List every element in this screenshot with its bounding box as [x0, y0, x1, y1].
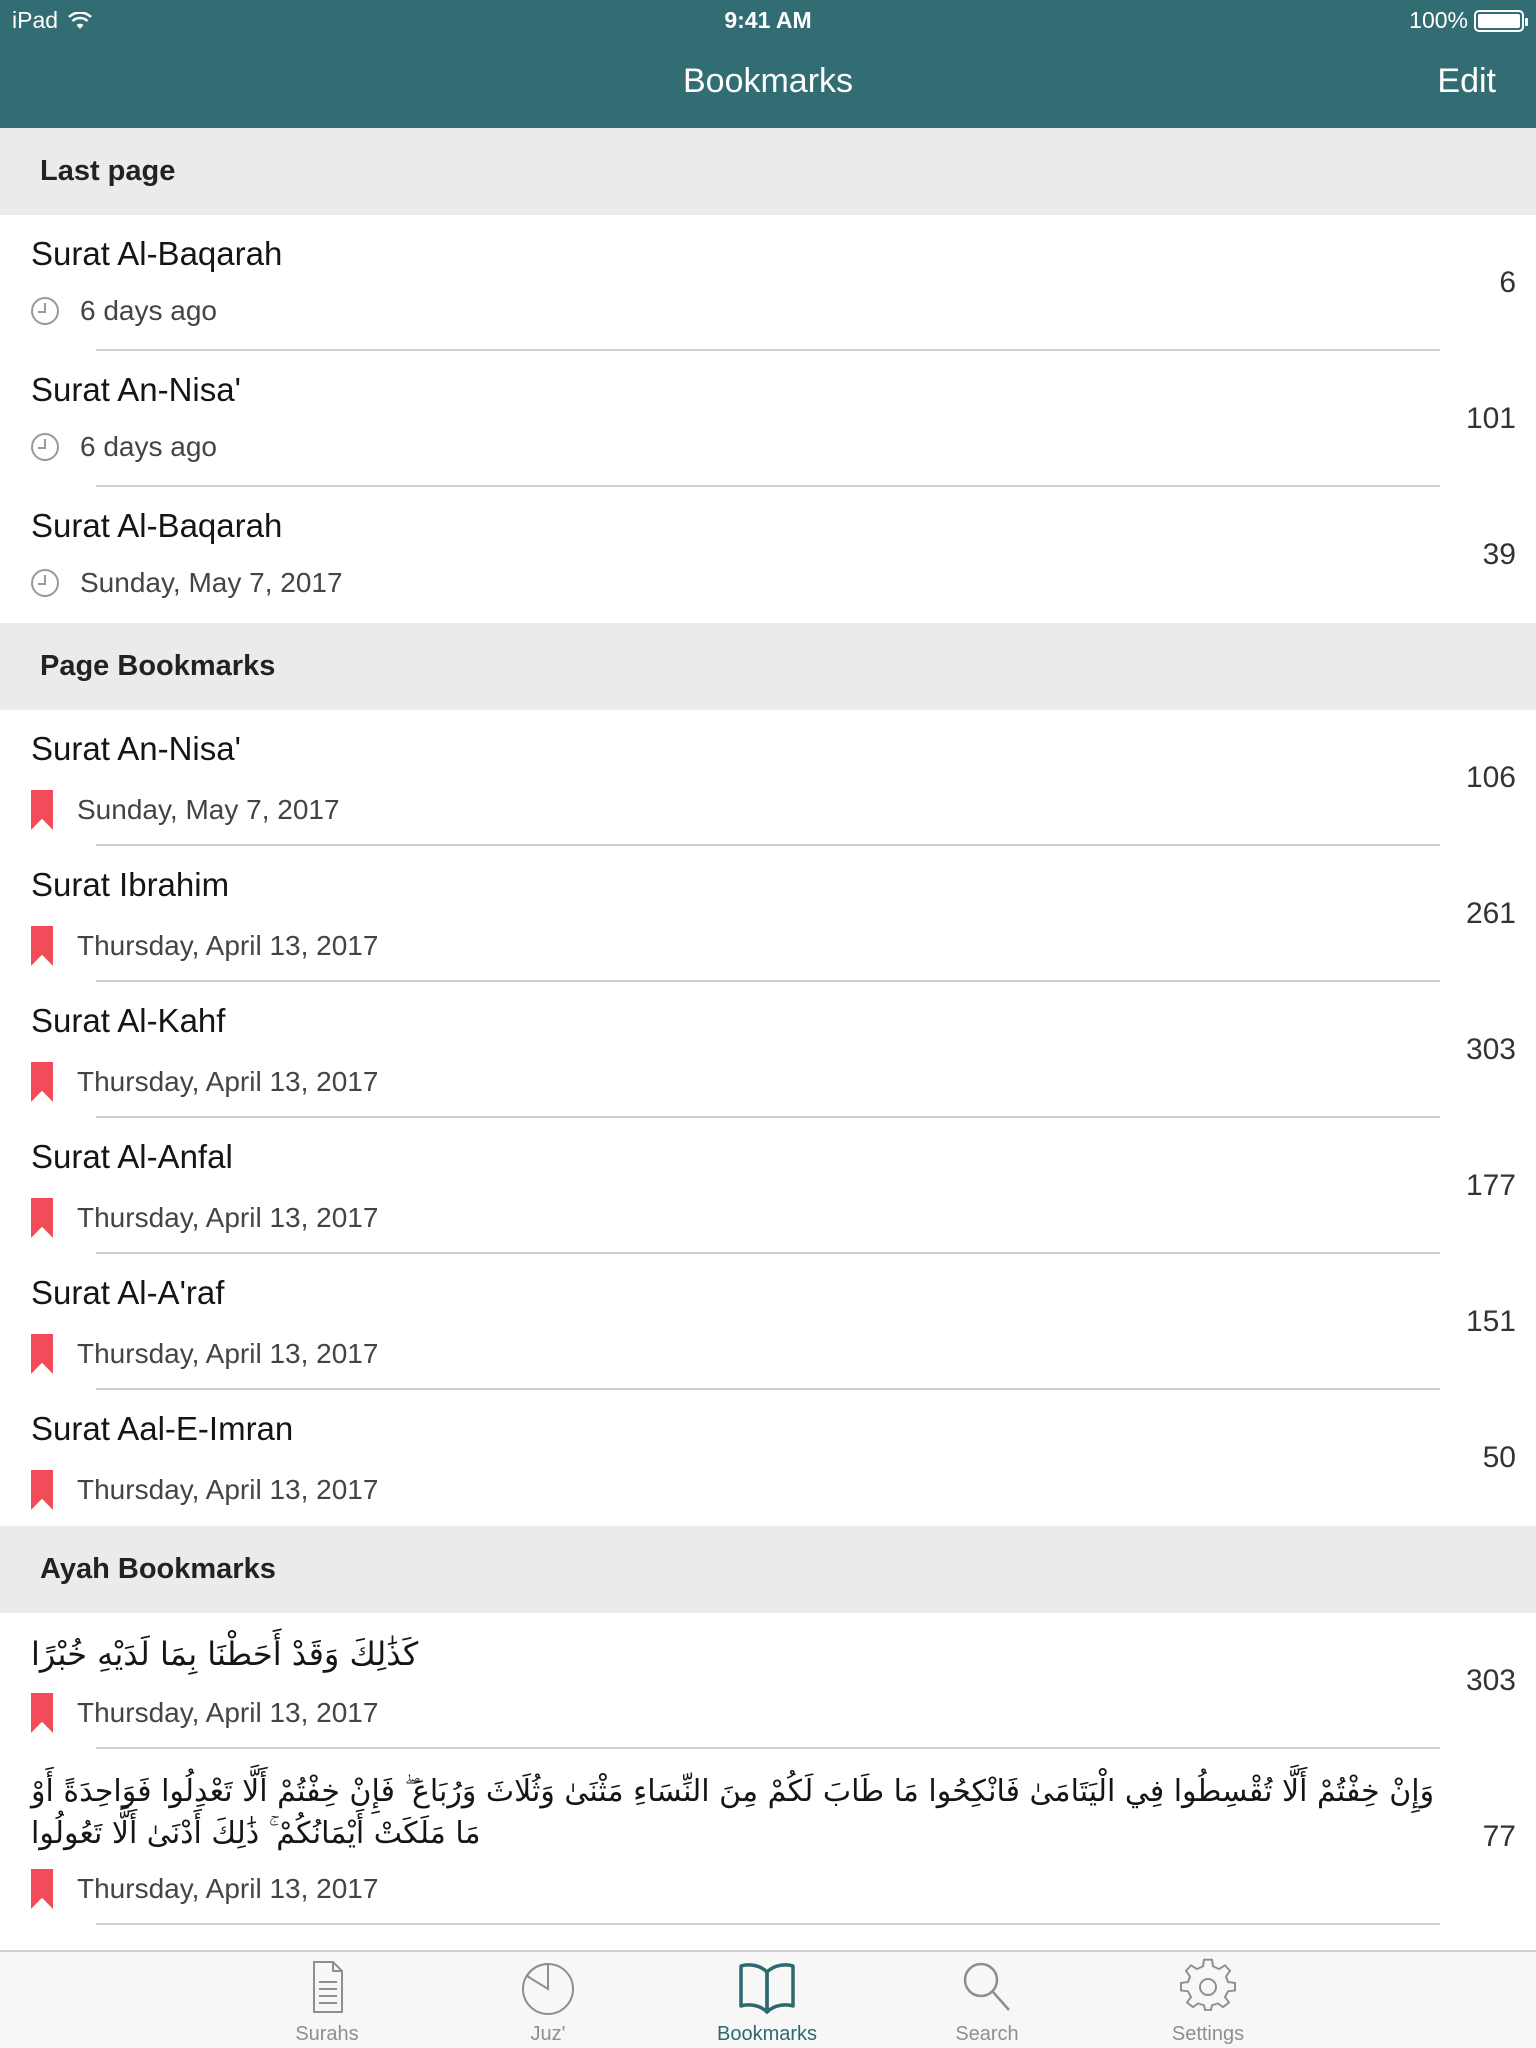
item-meta	[31, 295, 217, 327]
clock-icon	[31, 569, 59, 597]
list-item[interactable]	[0, 982, 1536, 1118]
item-page-number: 106	[1465, 761, 1516, 794]
battery-percent: 100%	[1409, 7, 1468, 33]
battery-icon	[1474, 10, 1524, 32]
edit-button[interactable]: Edit	[1437, 62, 1496, 100]
tab-search[interactable]	[917, 1958, 1057, 2048]
book-icon	[737, 1958, 797, 2016]
row-separator	[96, 1923, 1440, 1925]
item-meta	[31, 1470, 378, 1510]
item-title: Surat Aal-E-Imran	[31, 1410, 294, 1447]
item-title: Surat Al-Baqarah	[31, 507, 283, 544]
item-date: Sunday, May 7, 2017	[80, 567, 343, 598]
section-header-page-bookmarks: Page Bookmarks	[0, 623, 1536, 710]
item-meta	[31, 926, 378, 966]
item-meta	[31, 790, 340, 830]
list-item[interactable]	[0, 1390, 1536, 1526]
list-item[interactable]	[0, 1749, 1536, 1925]
status-right	[1409, 7, 1524, 34]
device-name: iPad	[12, 7, 59, 33]
page-title: Bookmarks	[682, 62, 854, 100]
tab-label: Surahs	[295, 2023, 359, 2045]
tab-surahs[interactable]	[257, 1958, 397, 2048]
tab-bar	[0, 1950, 1536, 2048]
item-title: Surat An-Nisa'	[31, 730, 241, 767]
item-title: Surat Ibrahim	[31, 866, 230, 903]
bookmark-icon	[31, 1062, 53, 1102]
bookmark-icon	[31, 1470, 53, 1510]
status-bar	[0, 0, 1536, 40]
list-item[interactable]	[0, 487, 1536, 623]
item-page-number: 6	[1499, 266, 1516, 299]
tab-label: Juz'	[530, 2023, 566, 2045]
bookmarks-list[interactable]	[0, 128, 1536, 1925]
item-title: Surat Al-A'raf	[31, 1274, 225, 1311]
list-item[interactable]	[0, 710, 1536, 846]
item-page-number: 151	[1465, 1305, 1516, 1338]
item-page-number: 77	[1482, 1820, 1516, 1853]
item-date: Sunday, May 7, 2017	[77, 794, 340, 825]
item-meta	[31, 1693, 378, 1733]
item-date: Thursday, April 13, 2017	[77, 1202, 379, 1233]
bookmark-icon	[31, 790, 53, 830]
item-date: Thursday, April 13, 2017	[77, 1697, 379, 1728]
item-date: Thursday, April 13, 2017	[77, 1338, 379, 1369]
item-meta	[31, 567, 343, 599]
tab-juz[interactable]	[478, 1958, 618, 2048]
document-icon	[297, 1958, 357, 2016]
ayah-text: وَإِنْ خِفْتُمْ أَلَّا تُقْسِطُوا فِي الْيَتَامَىٰ فَانْكِحُوا مَا طَابَ لَكُمْ مِنَ النِّسَاءِ مَثْنَىٰ وَثُلَاثَ وَرُبَاعَ ۖ فَإِنْ خِفْتُمْ أَلَّا تَعْدِلُوا فَوَاحِدَةً أَوْ مَا مَلَكَتْ أَيْمَانُكُمْ ۚ ذَٰلِكَ أَدْنَىٰ أَلَّا تَعُولُوا	[31, 1774, 1435, 1851]
item-meta	[31, 1334, 378, 1374]
search-icon	[957, 1958, 1017, 2016]
item-date: Thursday, April 13, 2017	[77, 1474, 379, 1505]
section-header-last-page: Last page	[0, 128, 1536, 215]
bookmark-icon	[31, 1334, 53, 1374]
gear-icon	[1178, 1958, 1238, 2016]
tab-label: Bookmarks	[716, 2023, 818, 2045]
item-date: Thursday, April 13, 2017	[77, 1873, 379, 1904]
item-page-number: 50	[1482, 1441, 1516, 1474]
bookmark-icon	[31, 1198, 53, 1238]
item-date: 6 days ago	[80, 431, 217, 462]
list-item[interactable]	[0, 1613, 1536, 1749]
list-item[interactable]	[0, 1254, 1536, 1390]
tab-label: Settings	[1171, 2023, 1245, 2045]
bookmark-icon	[31, 926, 53, 966]
status-time: 9:41 AM	[724, 7, 812, 33]
tab-settings[interactable]	[1138, 1958, 1278, 2048]
item-page-number: 303	[1465, 1664, 1516, 1697]
item-page-number: 39	[1482, 538, 1516, 571]
section-header-ayah-bookmarks: Ayah Bookmarks	[0, 1526, 1536, 1613]
item-title: Surat An-Nisa'	[31, 371, 241, 408]
item-meta	[31, 1869, 378, 1909]
list-item[interactable]	[0, 215, 1536, 351]
pie-icon	[518, 1958, 578, 2016]
item-meta	[31, 1198, 378, 1238]
item-title: Surat Al-Anfal	[31, 1138, 233, 1175]
item-page-number: 261	[1465, 897, 1516, 930]
bookmark-icon	[31, 1869, 53, 1909]
tab-label: Search	[955, 2023, 1019, 2045]
item-meta	[31, 1062, 378, 1102]
list-item[interactable]	[0, 1118, 1536, 1254]
item-page-number: 101	[1465, 402, 1516, 435]
tab-bookmarks[interactable]	[697, 1958, 837, 2048]
navigation-header	[0, 0, 1536, 128]
ayah-text: كَذَٰلِكَ وَقَدْ أَحَطْنَا بِمَا لَدَيْهِ خُبْرًا	[31, 1635, 419, 1673]
list-item[interactable]	[0, 351, 1536, 487]
item-date: 6 days ago	[80, 295, 217, 326]
item-page-number: 177	[1465, 1169, 1516, 1202]
item-meta	[31, 431, 217, 463]
item-page-number: 303	[1465, 1033, 1516, 1066]
bookmark-icon	[31, 1693, 53, 1733]
item-title: Surat Al-Baqarah	[31, 235, 283, 272]
item-date: Thursday, April 13, 2017	[77, 930, 379, 961]
list-item[interactable]	[0, 846, 1536, 982]
clock-icon	[31, 433, 59, 461]
clock-icon	[31, 297, 59, 325]
item-date: Thursday, April 13, 2017	[77, 1066, 379, 1097]
item-title: Surat Al-Kahf	[31, 1002, 226, 1039]
